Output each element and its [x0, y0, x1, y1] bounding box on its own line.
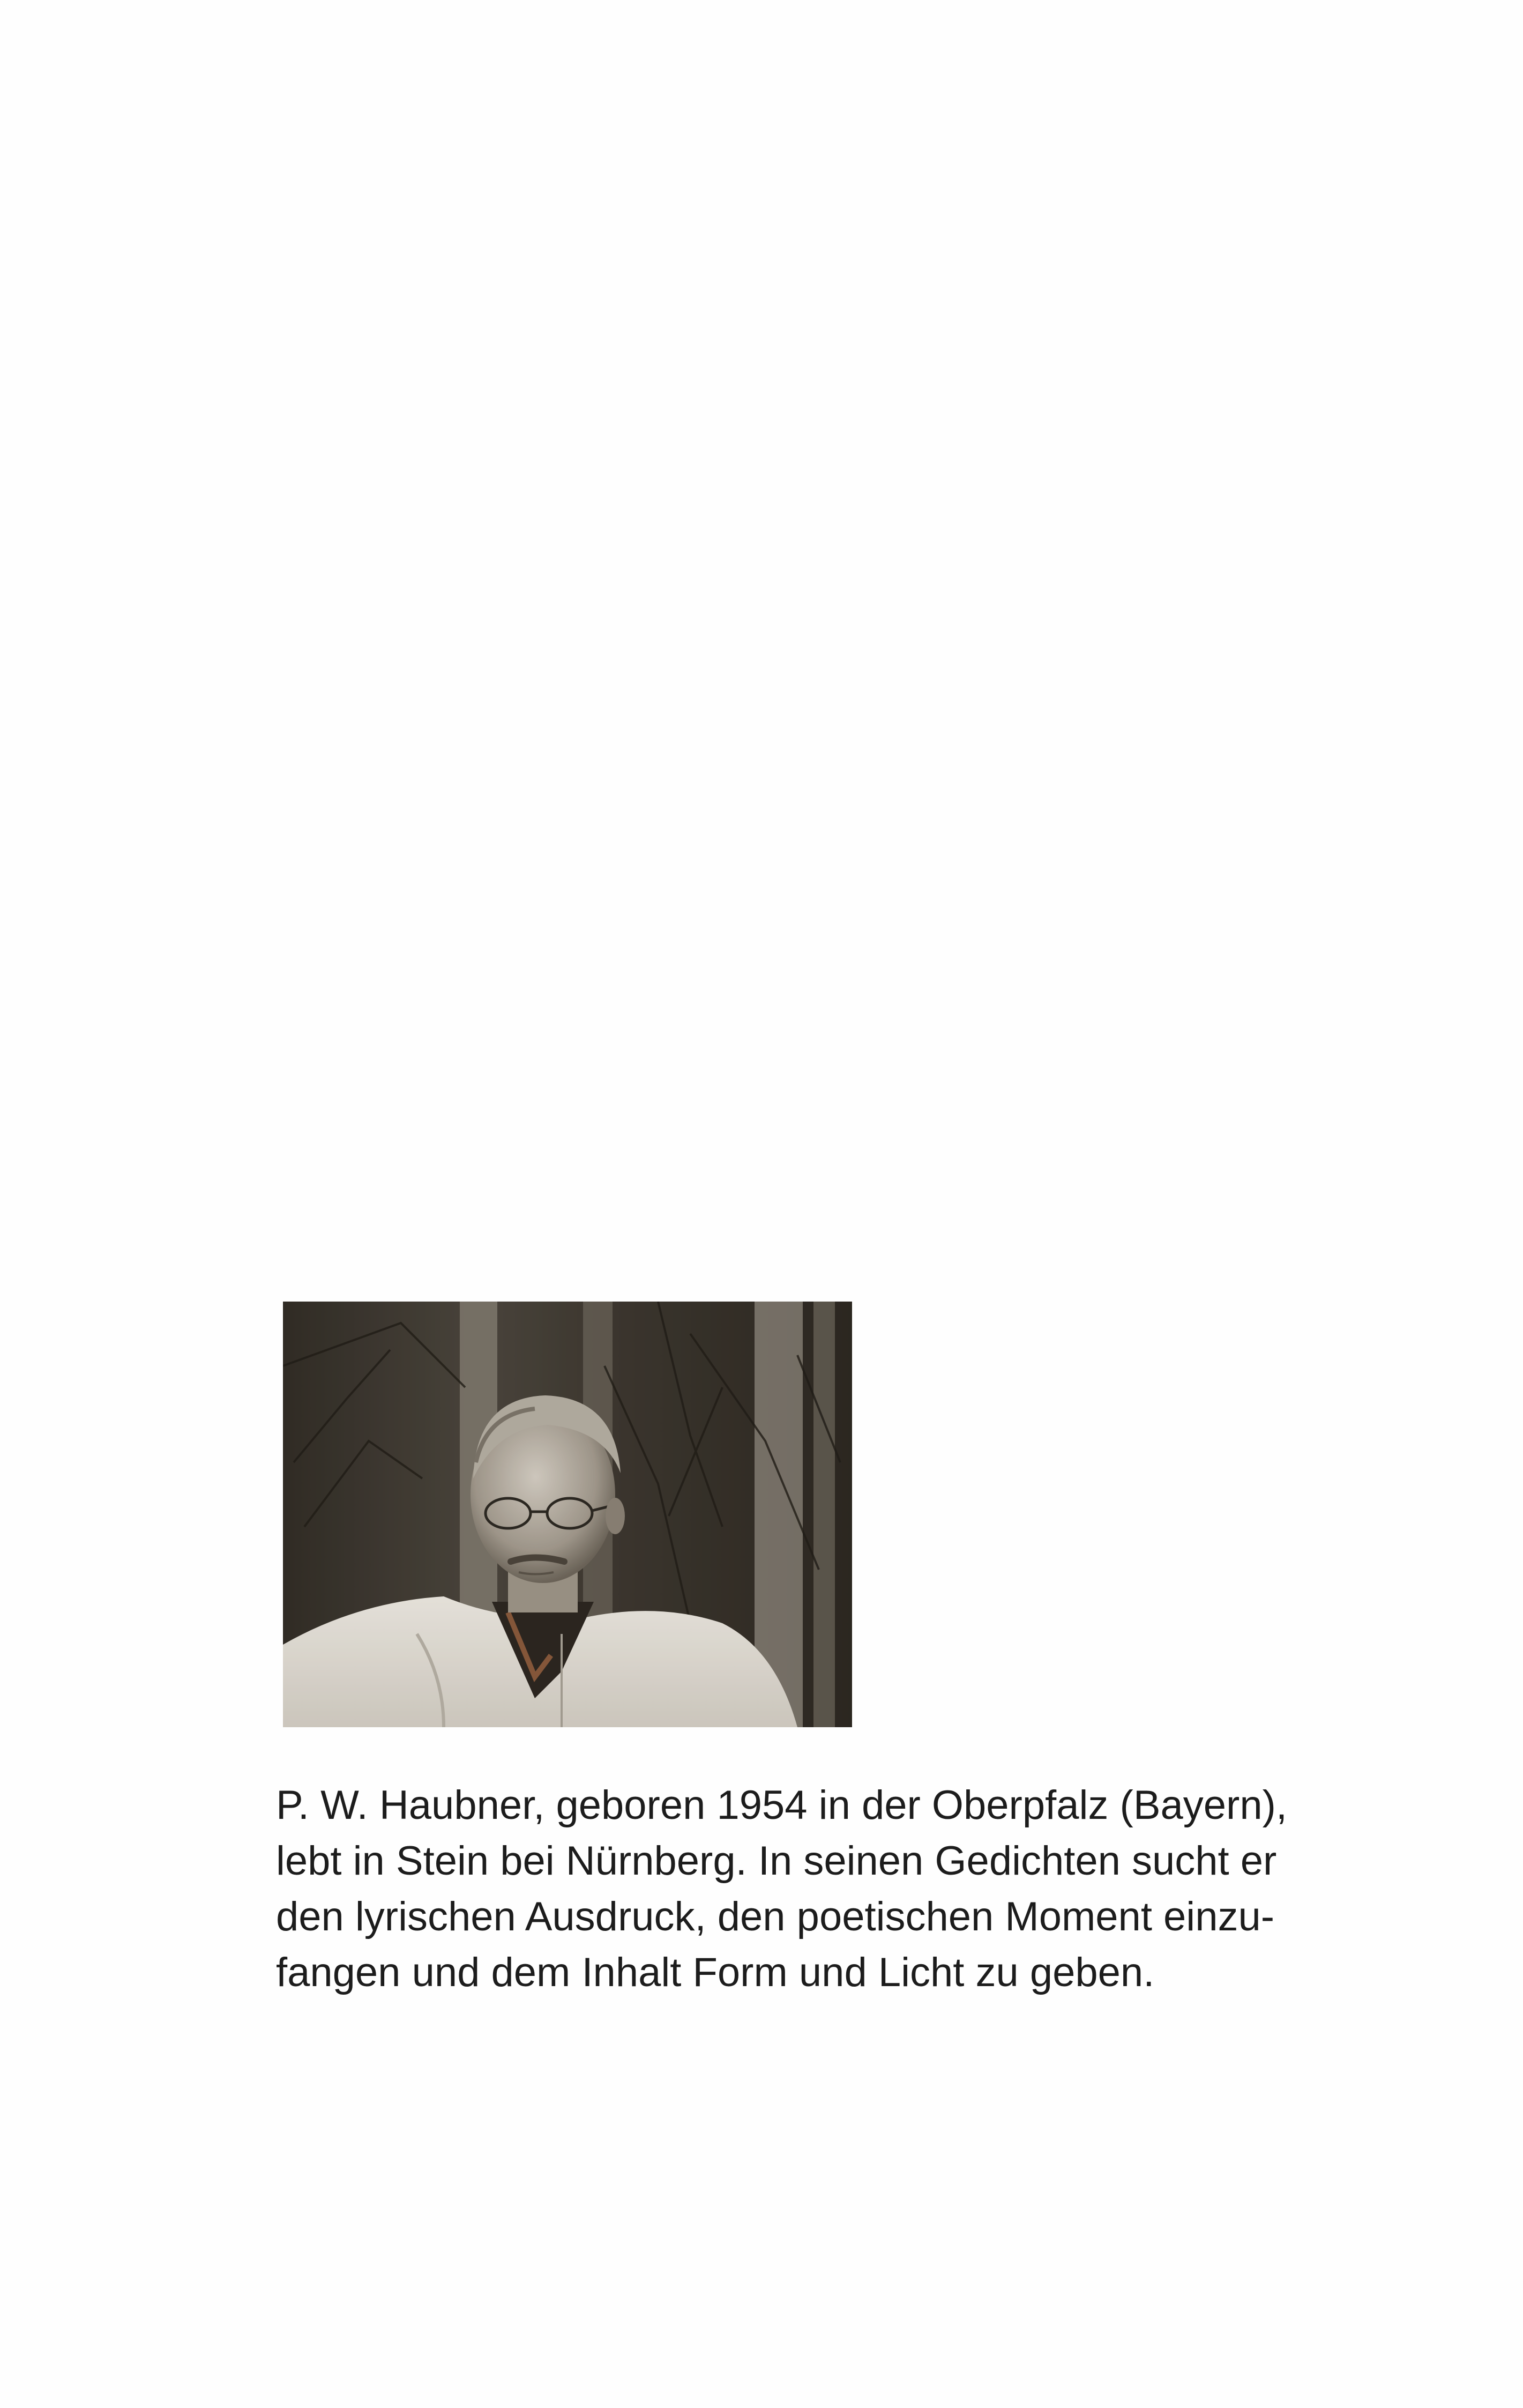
author-portrait-image: [283, 1302, 852, 1727]
biography-line: fangen und dem Inhalt Form und Licht zu geben.: [276, 1950, 1155, 1995]
biography-line: P. W. Haubner, geboren 1954 in der Oberpfalz (Bayern),: [276, 1782, 1288, 1828]
biography-line: den lyrischen Ausdruck, den poetischen Moment einzu-: [276, 1894, 1275, 1939]
author-biography: [276, 1778, 1337, 2001]
biography-line: lebt in Stein bei Nürnberg. In seinen Gedichten sucht er: [276, 1838, 1277, 1884]
author-photo: [283, 1302, 852, 1727]
